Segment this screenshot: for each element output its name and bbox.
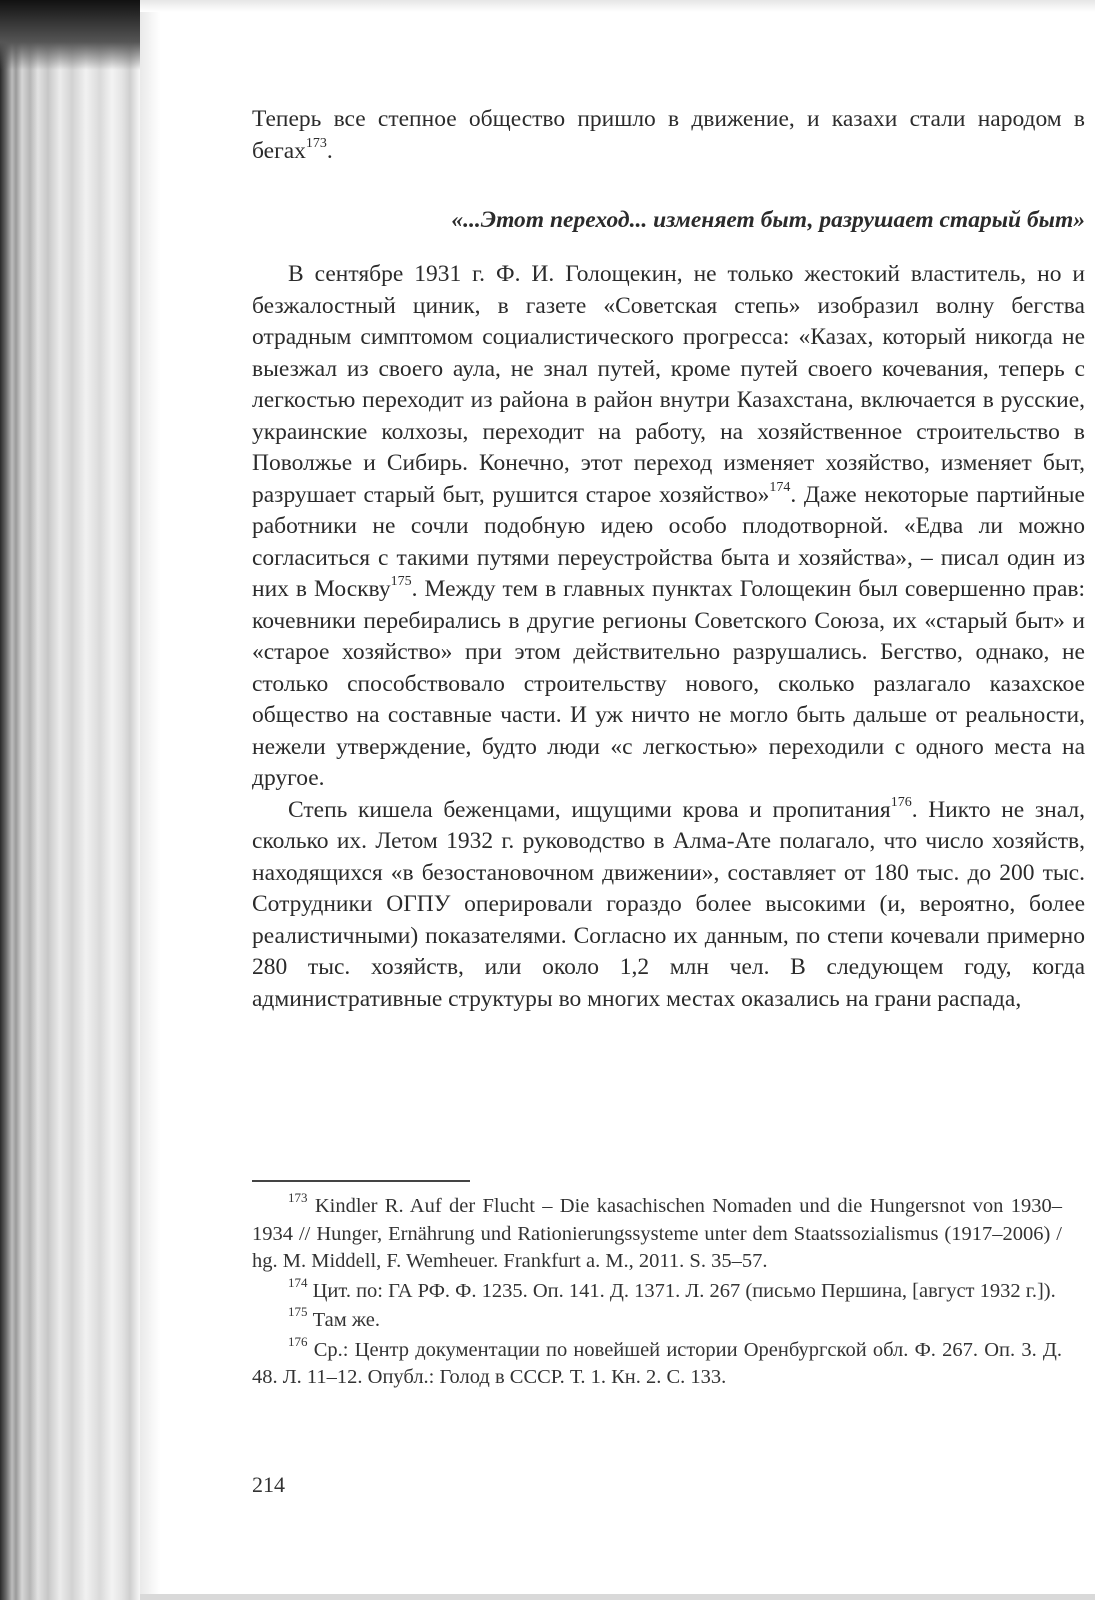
intro-text: Теперь все степное общество пришло в движение, и казахи стали народом в бегах <box>252 106 1085 164</box>
footnote-text: Цит. по: ГА РФ. Ф. 1235. Оп. 141. Д. 1371. Л. 267 (письмо Першина, [август 1932 г.]). <box>312 1279 1056 1302</box>
footnote-174 <box>252 1274 1062 1306</box>
intro-paragraph <box>252 104 1085 167</box>
paragraph-1-part-2: . Даже некоторые партийные работники не сочли подобную идею особо плодотворной. «Едва ли можно согласиться с такими путями переустройства быта и хозяйства», – писал один из них в Москву <box>252 481 1085 602</box>
footnote-ref-173[interactable]: 173 <box>305 135 327 151</box>
footnote-text: Там же. <box>312 1309 380 1331</box>
footnote-number: 174 <box>288 1274 308 1290</box>
footnote-ref-174[interactable]: 174 <box>769 479 791 495</box>
intro-text-end: . <box>326 137 333 164</box>
footnote-175 <box>252 1304 1062 1335</box>
footnote-ref-175[interactable]: 175 <box>390 574 412 590</box>
footnote-text: Kindler R. Auf der Flucht – Die kasachischen Nomaden und die Hungersnot von 1930–1934 // Hunger, Ernährung und Rationierungssysteme unter dem Staatssozialismus (1917–2006) / hg. M. Middell, F. Wemheuer. Frankfurt a. M., 2011. S. 35–57. <box>252 1195 1062 1272</box>
footnote-176 <box>252 1333 1063 1392</box>
footnote-number: 176 <box>288 1333 308 1349</box>
paragraph-1-part-3: . Между тем в главных пунктах Голощекин был совершенно прав: кочевники перебирались в другие регионы Советского Союза, их «старый быт» и «старое хозяйство» при этом действительно разрушались. Бегство, однако, не столько способствовало строительству нового, сколько разлагало казахское общество на составные части. И уж ничто не могло быть дальше от реальности, нежели утверждение, будто люди «с легкостью» переходили с одного места на другое. <box>252 576 1085 791</box>
book-edge-shadow <box>0 0 140 70</box>
body-text <box>252 259 1085 1015</box>
paragraph-2-part-1: Степь кишела беженцами, ищущими крова и пропитания <box>288 796 891 823</box>
page-bottom-shade <box>140 1594 1095 1600</box>
paragraph-2 <box>252 795 1085 1016</box>
section-heading: «...Этот переход... изменяет быт, разрушает старый быт» <box>451 207 1085 233</box>
book-page-edges <box>0 0 140 1600</box>
paragraph-1 <box>252 259 1085 795</box>
footnote-separator <box>252 1180 470 1182</box>
footnote-text: Ср.: Центр документации по новейшей истории Оренбургской обл. Ф. 267. Оп. 3. Д. 48. Л. 11–12. Опубл.: Голод в СССР. Т. 1. Кн. 2. С. 133. <box>252 1338 1063 1388</box>
page-number: 214 <box>252 1472 285 1497</box>
footnotes <box>252 1190 1063 1392</box>
page-gutter-shadow <box>140 0 160 1600</box>
footnote-number: 175 <box>288 1304 308 1320</box>
page-top-shade <box>140 0 1095 12</box>
paragraph-1-part-1: В сентябре 1931 г. Ф. И. Голощекин, не только жестокий властитель, но и безжалостный циник, в газете «Советская степь» изобразил волну бегства отрадным симптомом социалистического прогресса: «Казах, который никогда не выезжал из своего аула, не знал путей, кроме путей своего кочевания, теперь с легкостью переходит из района в район внутри Казахстана, включается в русские, украинские колхозы, переходит на работу, на хозяйственное строительство в Поволжье и Сибирь. Конечно, этот переход изменяет хозяйство, изменяет быт, разрушает старый быт, рушится старое хозяйство» <box>252 261 1085 508</box>
paragraph-2-part-2: . Никто не знал, сколько их. Летом 1932 г. руководство в Алма-Ате полагало, что число хозяйств, находящихся «в безостановочном движении», составляет от 180 тыс. до 200 тыс. Сотрудники ОГПУ оперировали гораздо более высокими (и, вероятно, более реалистичными) показателями. Согласно их данным, по степи кочевали примерно 280 тыс. хозяйств, или около 1,2 млн чел. В следующем году, когда административные структуры во многих местах оказались на грани распада, <box>252 796 1085 1012</box>
footnote-number: 173 <box>288 1190 308 1206</box>
footnote-173 <box>252 1190 1062 1276</box>
footnote-ref-176[interactable]: 176 <box>890 794 912 810</box>
